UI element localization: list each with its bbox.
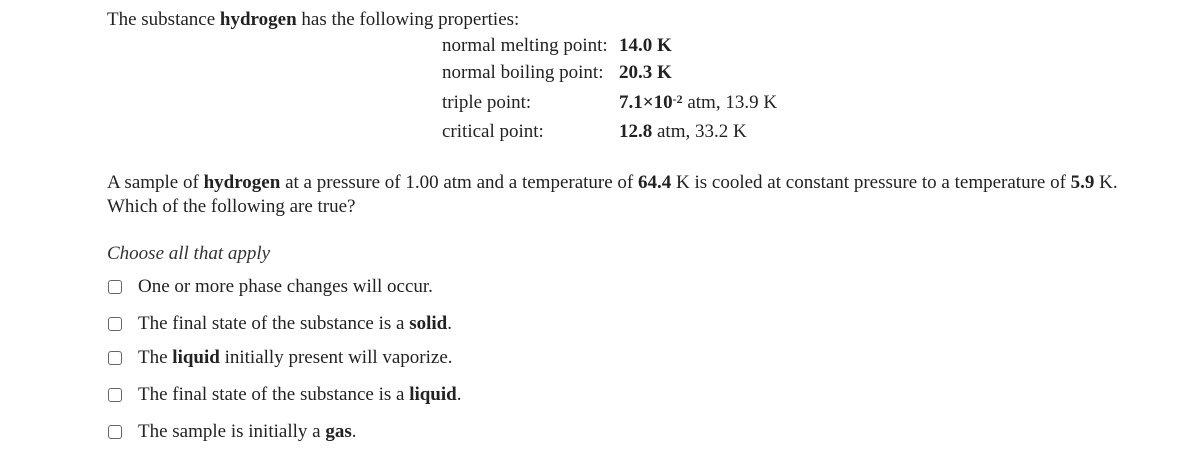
property-value-melting: 14.0 K — [619, 35, 672, 56]
intro-text — [107, 9, 519, 31]
property-value-triple: $7.1\times 10^{-2}$ atm, 13.9 K — [619, 92, 778, 113]
intro-prefix: The substance — [107, 9, 220, 30]
option-label: The liquid initially present will vaporize. — [138, 347, 453, 368]
option-row[interactable] — [108, 383, 461, 407]
option-row[interactable] — [108, 312, 452, 336]
checkbox[interactable] — [108, 317, 122, 331]
property-label-triple: triple point: — [442, 92, 532, 113]
property-label-critical: critical point: — [442, 121, 544, 142]
option-row[interactable] — [108, 275, 433, 299]
property-label-boiling: normal boiling point: — [442, 62, 604, 83]
intro-suffix: has the following properties: — [296, 9, 520, 30]
checkbox[interactable] — [108, 351, 122, 365]
checkbox[interactable] — [108, 425, 122, 439]
option-row[interactable] — [108, 420, 356, 444]
intro-substance: hydrogen — [219, 9, 297, 30]
option-label: One or more phase changes will occur. — [138, 276, 433, 297]
question-text: A sample of hydrogen at a pressure of 1.00 atm and a temperature of 64.4 K is cooled at constant pressure to a temperature of 5.9 K. Which of the following are true? — [107, 172, 1118, 217]
option-label: The final state of the substance is a liquid. — [138, 384, 462, 405]
option-row[interactable] — [108, 346, 453, 370]
checkbox[interactable] — [108, 388, 122, 402]
option-label: The sample is initially a gas. — [138, 421, 357, 442]
property-value-critical: 12.8 atm, 33.2 K — [619, 121, 747, 142]
instruction-text: Choose all that apply — [107, 243, 271, 264]
option-label: The final state of the substance is a solid. — [138, 313, 452, 334]
property-value-boiling: 20.3 K — [619, 62, 672, 83]
checkbox[interactable] — [108, 280, 122, 294]
property-label-melting: normal melting point: — [442, 35, 608, 56]
